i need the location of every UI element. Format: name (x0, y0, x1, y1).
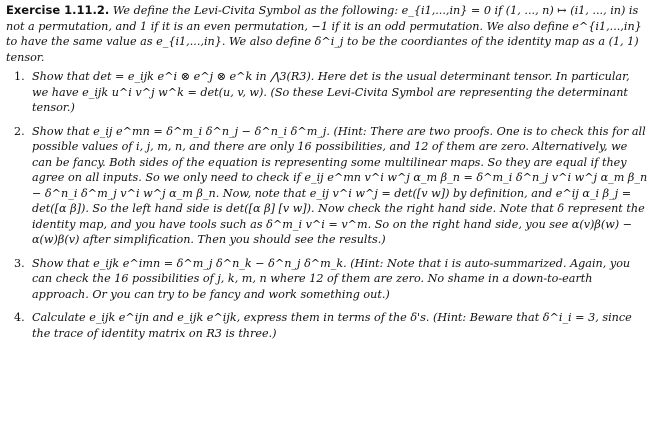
exercise-item-2 (14, 124, 648, 248)
item-number: 2. (14, 124, 25, 138)
item-number: 1. (14, 70, 25, 83)
exercise-label: Exercise 1.11.2. (6, 3, 110, 17)
item-text: Show that e_ijk e^imn = δ^m_j δ^n_k − δ^n_j δ^m_k. (Hint: Note that i is auto-summarized. Again, you can check the 16 possibilities of j, k, m, n where 12 of them are zero. No shame in a down-to-earth approach. Or you can try to be fancy and work something out.) (32, 256, 631, 301)
item-text: Show that det = e_ijk e^i ⊗ e^j ⊗ e^k in ⋀3(R3). Here det is the usual determinant tensor. In particular, we have e_ijk u^i v^j w^k = det(u, v, w). (So these Levi-Civita Symbol are representing the determinant tensor.) (32, 70, 630, 114)
exercise-item-1 (14, 69, 648, 116)
exercise-intro-text: We define the Levi-Civita Symbol as the following: e_{i1,...,in} = 0 if (1, ..., n) ↦ (i1, ..., in) is not a permutation, and 1 if it is an even permutation, −1 if it is an odd permutation. We also define e^{i1,...,in} to have the same value as e_{i1,...,in}. We also define δ^i_j to be the coordiantes of the identity map as a (1, 1) tensor. (6, 4, 642, 64)
exercise-item-4 (14, 310, 648, 341)
exercise-intro (6, 3, 648, 65)
exercise-item-3 (14, 256, 648, 303)
item-number: 4. (14, 311, 25, 324)
item-text: Calculate e_ijk e^ijn and e_ijk e^ijk, express them in terms of the δ's. (Hint: Beware that δ^i_i = 3, since the trace of identity matrix on R3 is three.) (32, 311, 632, 340)
item-text: Show that e_ij e^mn = δ^m_i δ^n_j − δ^n_i δ^m_j. (Hint: There are two proofs. One is to check this for all possible values of i, j, m, n, and there are only 16 possibilities, and 12 of them are zero. Alternatively, we can be fancy. Both sides of the equation is representing some multilinear maps. So they are equal if they agree on all inputs. So we only need to check if e_ij e^mn v^i w^j α_m β_n = δ^m_i δ^n_j v^i w^j α_m β_n − δ^n_i δ^m_j v^i w^j α_m β_n. Now, note that e_ij v^i w^j = det([v w]) by definition, and e^ij α_i β_j = det([α β]). So the left hand side is det([α β] [v w]). Now check the right hand side. Note that δ represent the identity map, and you have tools such as δ^m_i v^i = v^m. So on the right hand side, you see α(v)β(w) − α(w)β(v) after simplification. Then you should see the results.) (32, 124, 648, 246)
exercise-list (6, 69, 648, 341)
item-number: 3. (14, 256, 25, 270)
